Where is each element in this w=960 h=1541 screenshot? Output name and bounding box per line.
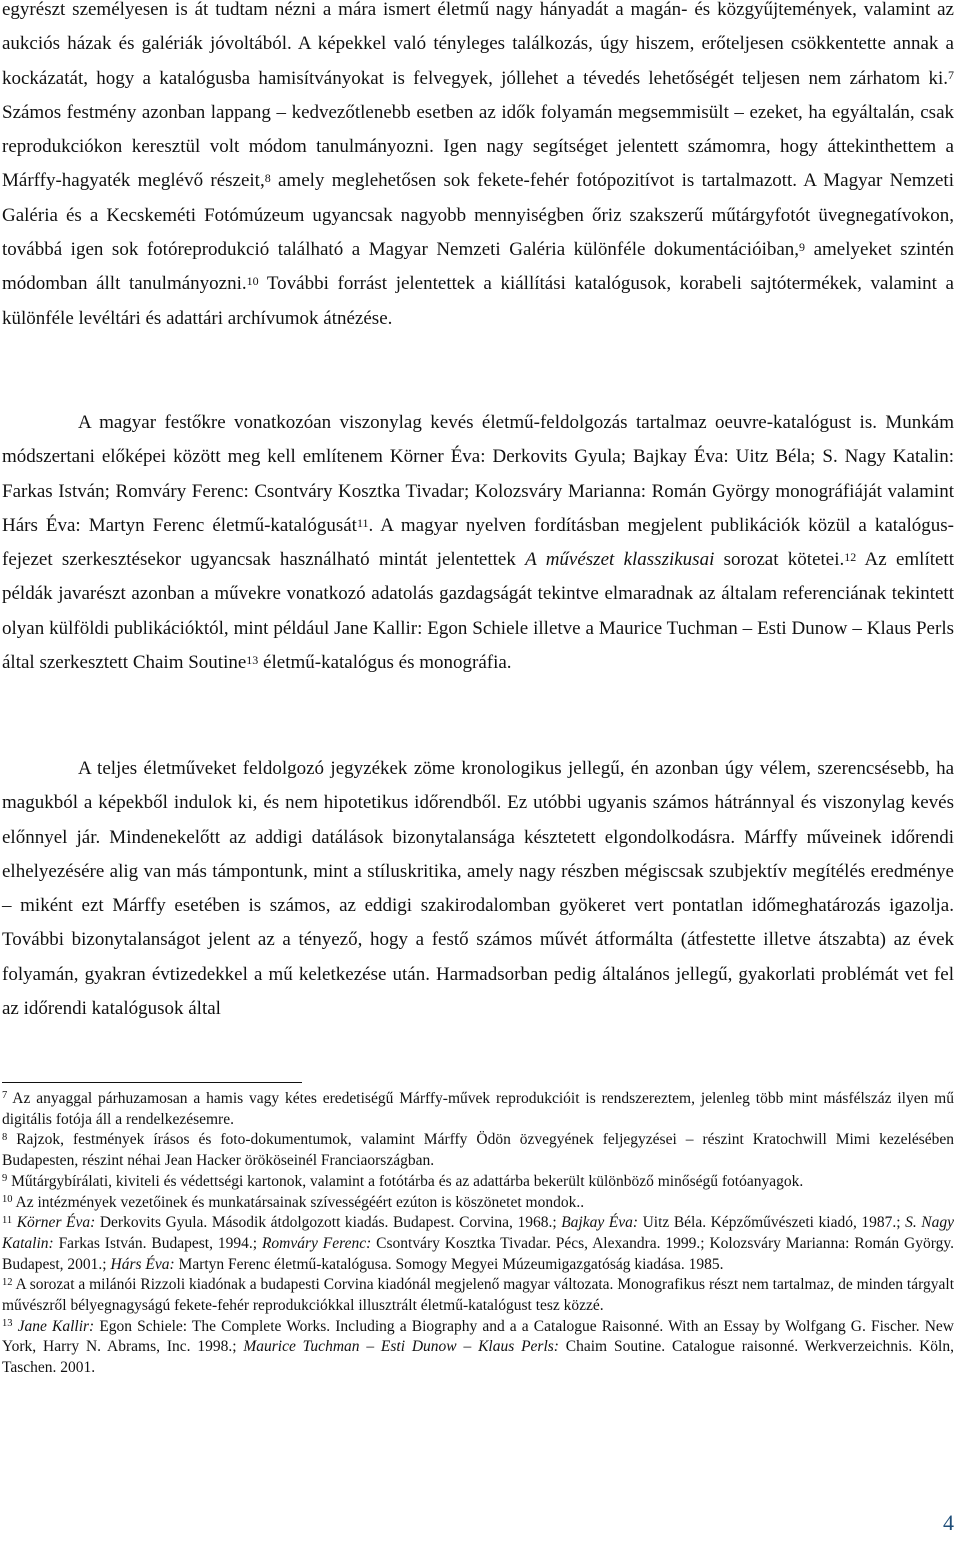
body-paragraph-3 — [2, 752, 954, 1026]
text-run: Rajzok, festmények írásos és foto-dokumentumok, valamint Márffy Ödön özvegyének feljegyzései – részint Kratochwill Mimi kezelésében Budapesten, részint néhai Jean Hacker örököseinél Franciaországban. — [2, 1131, 954, 1170]
paragraph — [2, 0, 954, 336]
footnote-separator — [2, 1082, 302, 1083]
footnote-text — [13, 1194, 585, 1211]
footnote-13 — [2, 1317, 954, 1379]
text-run: Az intézmények vezetőinek és munkatársainak szívességéért ezúton is köszönetet mondok.. — [12, 1193, 585, 1211]
footnote-ref: 9 — [799, 239, 806, 254]
text-run: Martyn Ferenc életmű-katalógusa. Somogy Megyei Múzeumigazgatóság kiadása. 1985. — [174, 1255, 724, 1273]
text-run: A teljes életműveket feldolgozó jegyzékek zöme kronologikus jellegű, én azonban úgy vélem, szerencsésebb, ha magukból a képekből indulok ki, és nem hipotetikus időrendből. Ez utóbbi ugyanis számos hátránnyal és viszonylag kevés előnnyel jár. Mindenekelőtt az addigi datálások bizonytalansága késztetett elgondolkodásra. Márffy műveinek időrendi elhelyezésére alig van más támpontunk, mint a stíluskritika, amely nagy részben mégiscsak szubjektív megítélés eredménye – miként ezt Márffy esetében is számos, az eddigi szakirodalomban gyökeret vert pontatlan időmeghatározás igazolja. További bizonytalanságot jelent az a tényező, hogy a festő számos művét átformálta (átfestette illetve átszabta) az évek folyamán, gyakran évtizedekkel a mű keletkezése után. Harmadsorban pedig általános jellegű, gyakorlati problémát vet fel az időrendi katalógusok által — [2, 758, 954, 1020]
text-run: Uitz Béla. Képzőművészeti kiadó, 1987.; — [638, 1214, 906, 1232]
footnote-ref: 8 — [264, 171, 271, 186]
footnote-number: 13 — [2, 1318, 13, 1330]
italic-text: S. Nagy Katalin: — [2, 1214, 955, 1252]
footnote-ref: 10 — [246, 274, 259, 289]
italic-text: Romváry Ferenc: — [261, 1234, 372, 1252]
text-run: A sorozat a milánói Rizzoli kiadónak a budapesti Corvina kiadónál megjelenő magyar változata. Monografikus részt nem tartalmaz, de minden tárgyalt művészről bélyegnagyságú fekete-fehér reprodukciókkal illusztrált életmű-katalógust tesz közzé. — [2, 1276, 954, 1315]
footnotes — [2, 1089, 954, 1379]
text-run: Számos festmény azonban lappang – kedvezőtlenebb esetben az idők folyamán megsemmisült – ezeket, ha egyáltalán, csak reprodukciókon keresztül volt módom tanulmányozni. Igen nagy segítséget jelentett számomra, hogy áttekinthettem a Márffy-hagyaték meglévő részeit, — [2, 101, 954, 192]
italic-text: A művészet klasszikusai — [525, 549, 715, 571]
italic-text: Maurice Tuchman – Esti Dunow – Klaus Perls: — [243, 1338, 559, 1356]
footnote-ref: 11 — [356, 515, 369, 530]
footnote-11 — [2, 1213, 954, 1275]
footnote-text — [7, 1173, 803, 1190]
footnote-ref: 7 — [948, 68, 954, 83]
footnote-number: 9 — [2, 1173, 8, 1185]
text-run: . A magyar nyelven fordításban megjelent publikációk közül a katalógus-fejezet szerkesztésekor ugyancsak használható mintát jelentettek — [2, 514, 954, 571]
footnote-text — [2, 1214, 954, 1272]
body-paragraph-1 — [2, 0, 954, 336]
text-run: életmű-katalógus és monográfia. — [258, 652, 512, 674]
footnote-12 — [2, 1275, 954, 1316]
footnote-7 — [2, 1089, 954, 1130]
footnote-number: 7 — [2, 1090, 8, 1102]
text-run: A magyar festőkre vonatkozóan viszonylag kevés életmű-feldolgozás tartalmaz oeuvre-katalógust is. Munkám módszertani előképei között meg kell említenem Körner Éva: Derkovits Gyula; Bajkay Éva: Uitz Béla; S. Nagy Katalin: Farkas István; Romváry Ferenc: Csontváry Kosztka Tivadar; Kolozsváry Marianna: Román György monográfiáját valamint Hárs Éva: Martyn Ferenc életmű-katalógusát — [2, 412, 954, 536]
paragraph — [2, 752, 954, 1026]
text-run: Az említett példák javarészt azonban a művekre vonatkozó adatolás gazdagságát tekintve elmaradnak az általam referenciának tekintett olyan külföldi publikációktól, mint például Jane Kallir: Egon Schiele illetve a Maurice Tuchman – Esti Dunow – Klaus Perls által szerkesztett Chaim Soutine — [2, 549, 954, 674]
page-number: 4 — [943, 1510, 954, 1535]
text-run: Derkovits Gyula. Második átdolgozott kiadás. Budapest. Corvina, 1968.; — [95, 1214, 562, 1232]
footnote-ref: 12 — [844, 550, 857, 564]
text-run: sorozat kötetei. — [714, 549, 845, 571]
text-run: egyrészt személyesen is át tudtam nézni a mára ismert életmű nagy hányadát a magán- és közgyűjtemények, valamint az aukciós házak és galériák jóvoltából. A képekkel való tényleges találkozás, úgy hiszem, erőteljesen csökkentette annak a kockázatát, hogy a katalógusba hamisítványokat is felvegyek, jóllehet a tévedés lehetőségét teljesen nem zárhatom ki. — [2, 0, 954, 89]
text-run: Farkas István. Budapest, 1994.; — [53, 1234, 262, 1252]
text-run: amelyeket szintén módomban állt tanulmányozni. — [2, 239, 955, 295]
footnote-number: 11 — [2, 1214, 13, 1226]
footnote-text — [2, 1276, 954, 1314]
footnote-number: 10 — [2, 1193, 13, 1205]
text-run: Csontváry Kosztka Tivadar. Pécs, Alexandra. 1999.; Kolozsváry Marianna: Román György. Budapest, 2001.; — [2, 1234, 954, 1273]
footnote-number: 8 — [2, 1131, 8, 1143]
footnote-text — [2, 1090, 954, 1128]
footnote-text — [2, 1318, 954, 1376]
italic-text: Körner Éva: — [16, 1214, 96, 1232]
footnote-10 — [2, 1193, 954, 1214]
text-run: Műtárgybírálati, kiviteli és védettségi kartonok, valamint a fotótárba és az adattárba bekerült különböző minőségű fotóanyagok. — [7, 1172, 804, 1190]
italic-text: Jane Kallir: — [17, 1317, 95, 1335]
body-paragraph-2 — [2, 406, 954, 680]
footnote-8 — [2, 1130, 954, 1171]
text-run: További forrást jelentettek a kiállítási katalógusok, korabeli sajtótermékek, valamint a különféle levéltári és adattári archívumok átnézése. — [2, 273, 954, 329]
italic-text: Bajkay Éva: — [561, 1214, 639, 1232]
footnote-text — [2, 1131, 954, 1169]
footnote-number: 12 — [2, 1276, 13, 1288]
italic-text: Hárs Éva: — [110, 1255, 175, 1273]
paragraph — [2, 406, 954, 680]
footnote-ref: 13 — [246, 652, 259, 667]
text-run: Az anyaggal párhuzamosan a hamis vagy kétes eredetiségű Márffy-művek reprodukcióit is rendszereztem, jelenleg több mint másfélszáz ilyen mű digitális fotója áll a rendelkezésemre. — [2, 1090, 954, 1128]
footnote-9 — [2, 1172, 954, 1193]
text-run: Chaim Soutine. Catalogue raisonné. Werkverzeichnis. Köln, Taschen. 2001. — [2, 1338, 954, 1377]
text-run: amely meglehetősen sok fekete-fehér fotópozitívot is tartalmazott. A Magyar Nemzeti Galéria és a Kecskeméti Fotómúzeum ugyancsak nagyobb mennyiségben őriz szakszerű műtárgyfotót üvegnegatívokon, továbbá igen sok fotóreprodukció található a Magyar Nemzeti Galéria különféle dokumentációiban, — [2, 170, 954, 261]
text-run: Egon Schiele: The Complete Works. Including a Biography and a a Catalogue Raisonné. With an Essay by Wolfgang G. Fischer. New York, Harry N. Abrams, Inc. 1998.; — [2, 1317, 955, 1356]
